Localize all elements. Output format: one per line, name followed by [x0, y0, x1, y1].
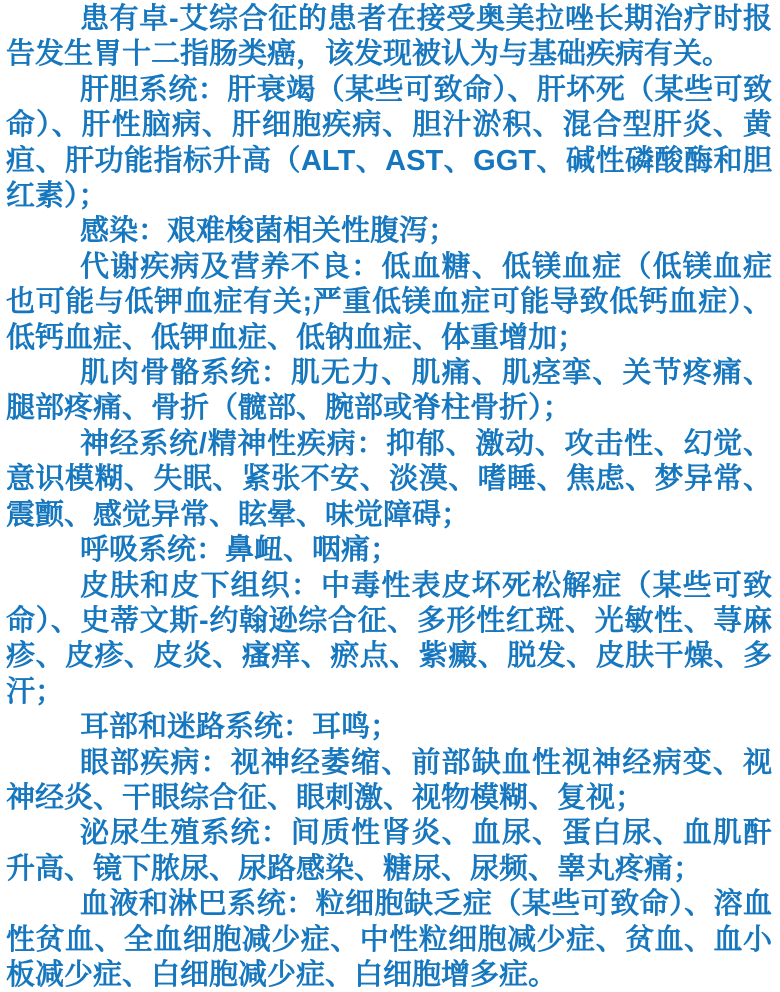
paragraph-musculoskeletal-system: 肌肉骨骼系统：肌无力、肌痛、肌痉挛、关节疼痛、腿部疼痛、骨折（髋部、腕部或脊柱骨折）；: [6, 357, 772, 425]
paragraph-zollinger-ellison-note: 患有卓-艾综合征的患者在接受奥美拉唑长期治疗时报告发生胃十二指肠类癌，该发现被认为与基础疾病有关。: [6, 3, 772, 71]
paragraph-nervous-psychiatric: 神经系统/精神性疾病：抑郁、激动、攻击性、幻觉、意识模糊、失眠、紧张不安、淡漠、嗜睡、焦虑、梦异常、震颤、感觉异常、眩晕、味觉障碍；: [6, 427, 772, 531]
paragraph-urogenital-system: 泌尿生殖系统：间质性肾炎、血尿、蛋白尿、血肌酐升高、镜下脓尿、尿路感染、糖尿、尿频、睾丸疼痛；: [6, 817, 772, 885]
paragraph-blood-lymphatic-system: 血液和淋巴系统：粒细胞缺乏症（某些可致命）、溶血性贫血、全血细胞减少症、中性粒细胞减少症、贫血、血小板减少症、白细胞减少症、白细胞增多症。: [6, 888, 772, 991]
paragraph-skin-subcutaneous: 皮肤和皮下组织：中毒性表皮坏死松解症（某些可致命）、史蒂文斯-约翰逊综合征、多形性红斑、光敏性、荨麻疹、皮疹、皮炎、瘙痒、瘀点、紫癜、脱发、皮肤干燥、多汗；: [6, 569, 772, 708]
paragraph-infection: 感染：艰难梭菌相关性腹泻；: [79, 215, 457, 248]
paragraph-eye-disorders: 眼部疾病：视神经萎缩、前部缺血性视神经病变、视神经炎、干眼综合征、眼刺激、视物模糊、复视；: [6, 746, 772, 814]
paragraph-metabolism-nutrition: 代谢疾病及营养不良：低血糖、低镁血症（低镁血症也可能与低钾血症有关;严重低镁血症可能导致低钙血症）、低钙血症、低钾血症、低钠血症、体重增加；: [6, 250, 772, 354]
paragraph-respiratory-system: 呼吸系统：鼻衄、咽痛；: [79, 534, 399, 567]
paragraph-hepatobiliary-system: 肝胆系统：肝衰竭（某些可致命）、肝坏死（某些可致命）、肝性脑病、肝细胞疾病、胆汁淤积、混合型肝炎、黄疸、肝功能指标升高（ALT、AST、GGT、碱性磷酸酶和胆红素）；: [6, 73, 772, 213]
paragraph-ear-labyrinth-system: 耳部和迷路系统：耳鸣；: [79, 711, 399, 744]
